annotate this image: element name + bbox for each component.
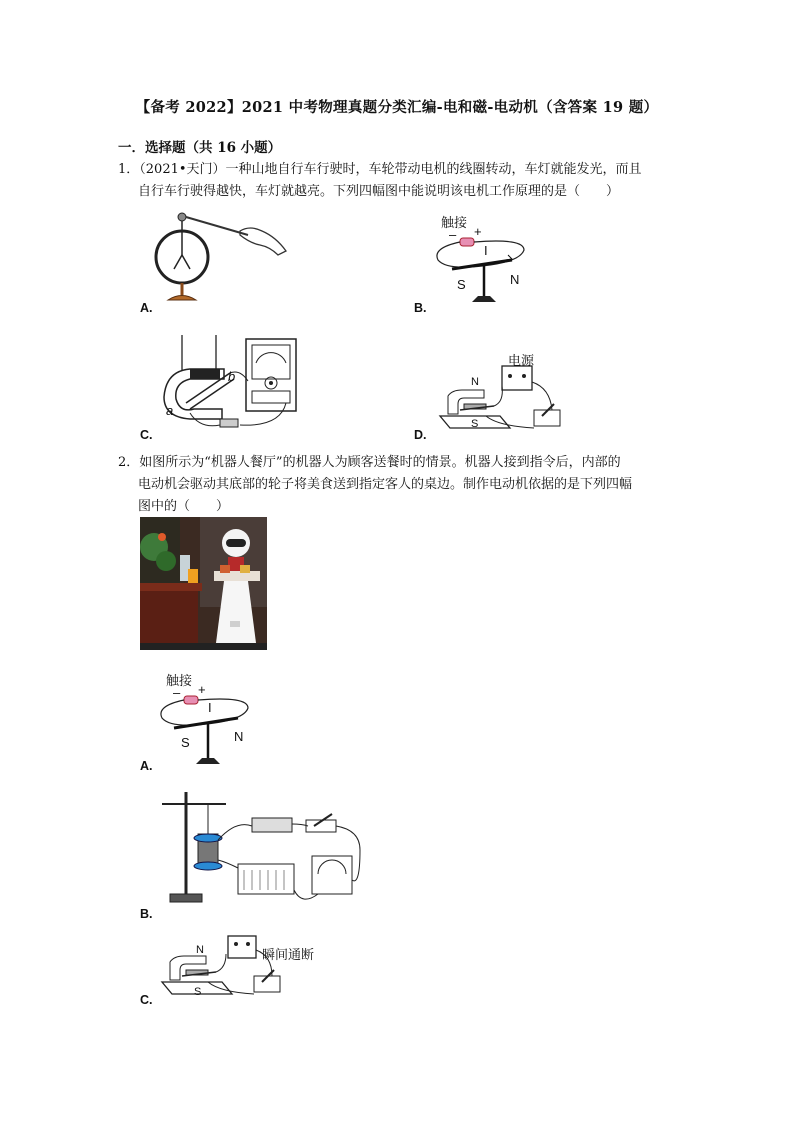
q2-option-a[interactable]: A.	[140, 759, 153, 773]
q2-text-line1: 2．如图所示为“机器人餐厅”的机器人为顾客送餐时的情景。机器人接到指令后，内部的	[118, 455, 621, 470]
q1-b-plus-label: +	[474, 224, 482, 239]
q1-d-power-label: 电源	[508, 353, 535, 368]
q1-figure-d	[438, 366, 568, 438]
q1-d-north-label: N	[471, 376, 479, 388]
q1-text-line2: 自行车行驶得越快，车灯就越亮。下列四幅图中能说明该电机工作原理的是（ ）	[138, 184, 620, 199]
q1-option-d[interactable]: D.	[414, 428, 427, 442]
q1-option-c[interactable]: C.	[140, 428, 153, 442]
q2-a-north-label: N	[234, 729, 244, 744]
q1-figure-a	[150, 205, 300, 305]
q1-c-a-label: a	[166, 403, 174, 418]
q2-option-c[interactable]: C.	[140, 993, 153, 1007]
q1-option-b[interactable]: B.	[414, 301, 427, 315]
q2-figure-b	[156, 790, 366, 908]
q1-c-b-label: b	[228, 369, 236, 384]
q1-option-a[interactable]: A.	[140, 301, 153, 315]
q1-b-north-label: N	[510, 272, 520, 287]
q2-text-line3: 图中的（ ）	[138, 499, 230, 514]
document-title: 【备考 2022】2021 中考物理真题分类汇编-电和磁-电动机（含答案 19 题）	[135, 99, 659, 116]
robot-restaurant-photo	[140, 517, 267, 650]
q1-b-minus-label: –	[449, 227, 457, 242]
q1-d-south-label: S	[471, 418, 479, 430]
q2-figure-a	[156, 682, 256, 768]
q2-text-line2: 电动机会驱动其底部的轮子将美食送到指定客人的桌边。制作电动机依据的是下列四幅	[138, 477, 633, 492]
q1-text-line1: 1．（2021•天门）一种山地自行车行驶时，车轮带动电机的线圈转动，车灯就能发光，而且	[118, 162, 642, 177]
q2-c-north-label: N	[196, 944, 204, 956]
q2-a-current-label: I	[208, 700, 212, 715]
q2-a-plus-label: +	[198, 682, 206, 697]
q1-b-touch-label: 触接	[441, 215, 468, 230]
q1-b-south-label: S	[457, 277, 466, 292]
q2-option-b[interactable]: B.	[140, 907, 153, 921]
q2-c-instant-label: 瞬间通断	[262, 947, 315, 962]
q2-a-south-label: S	[181, 735, 190, 750]
q2-a-touch-label: 触接	[166, 673, 193, 688]
section-heading: 一．选择题（共 16 小题）	[118, 140, 282, 156]
q2-a-minus-label: –	[173, 685, 181, 700]
q1-b-current-label: I	[484, 243, 488, 258]
q2-c-south-label: S	[194, 986, 202, 998]
